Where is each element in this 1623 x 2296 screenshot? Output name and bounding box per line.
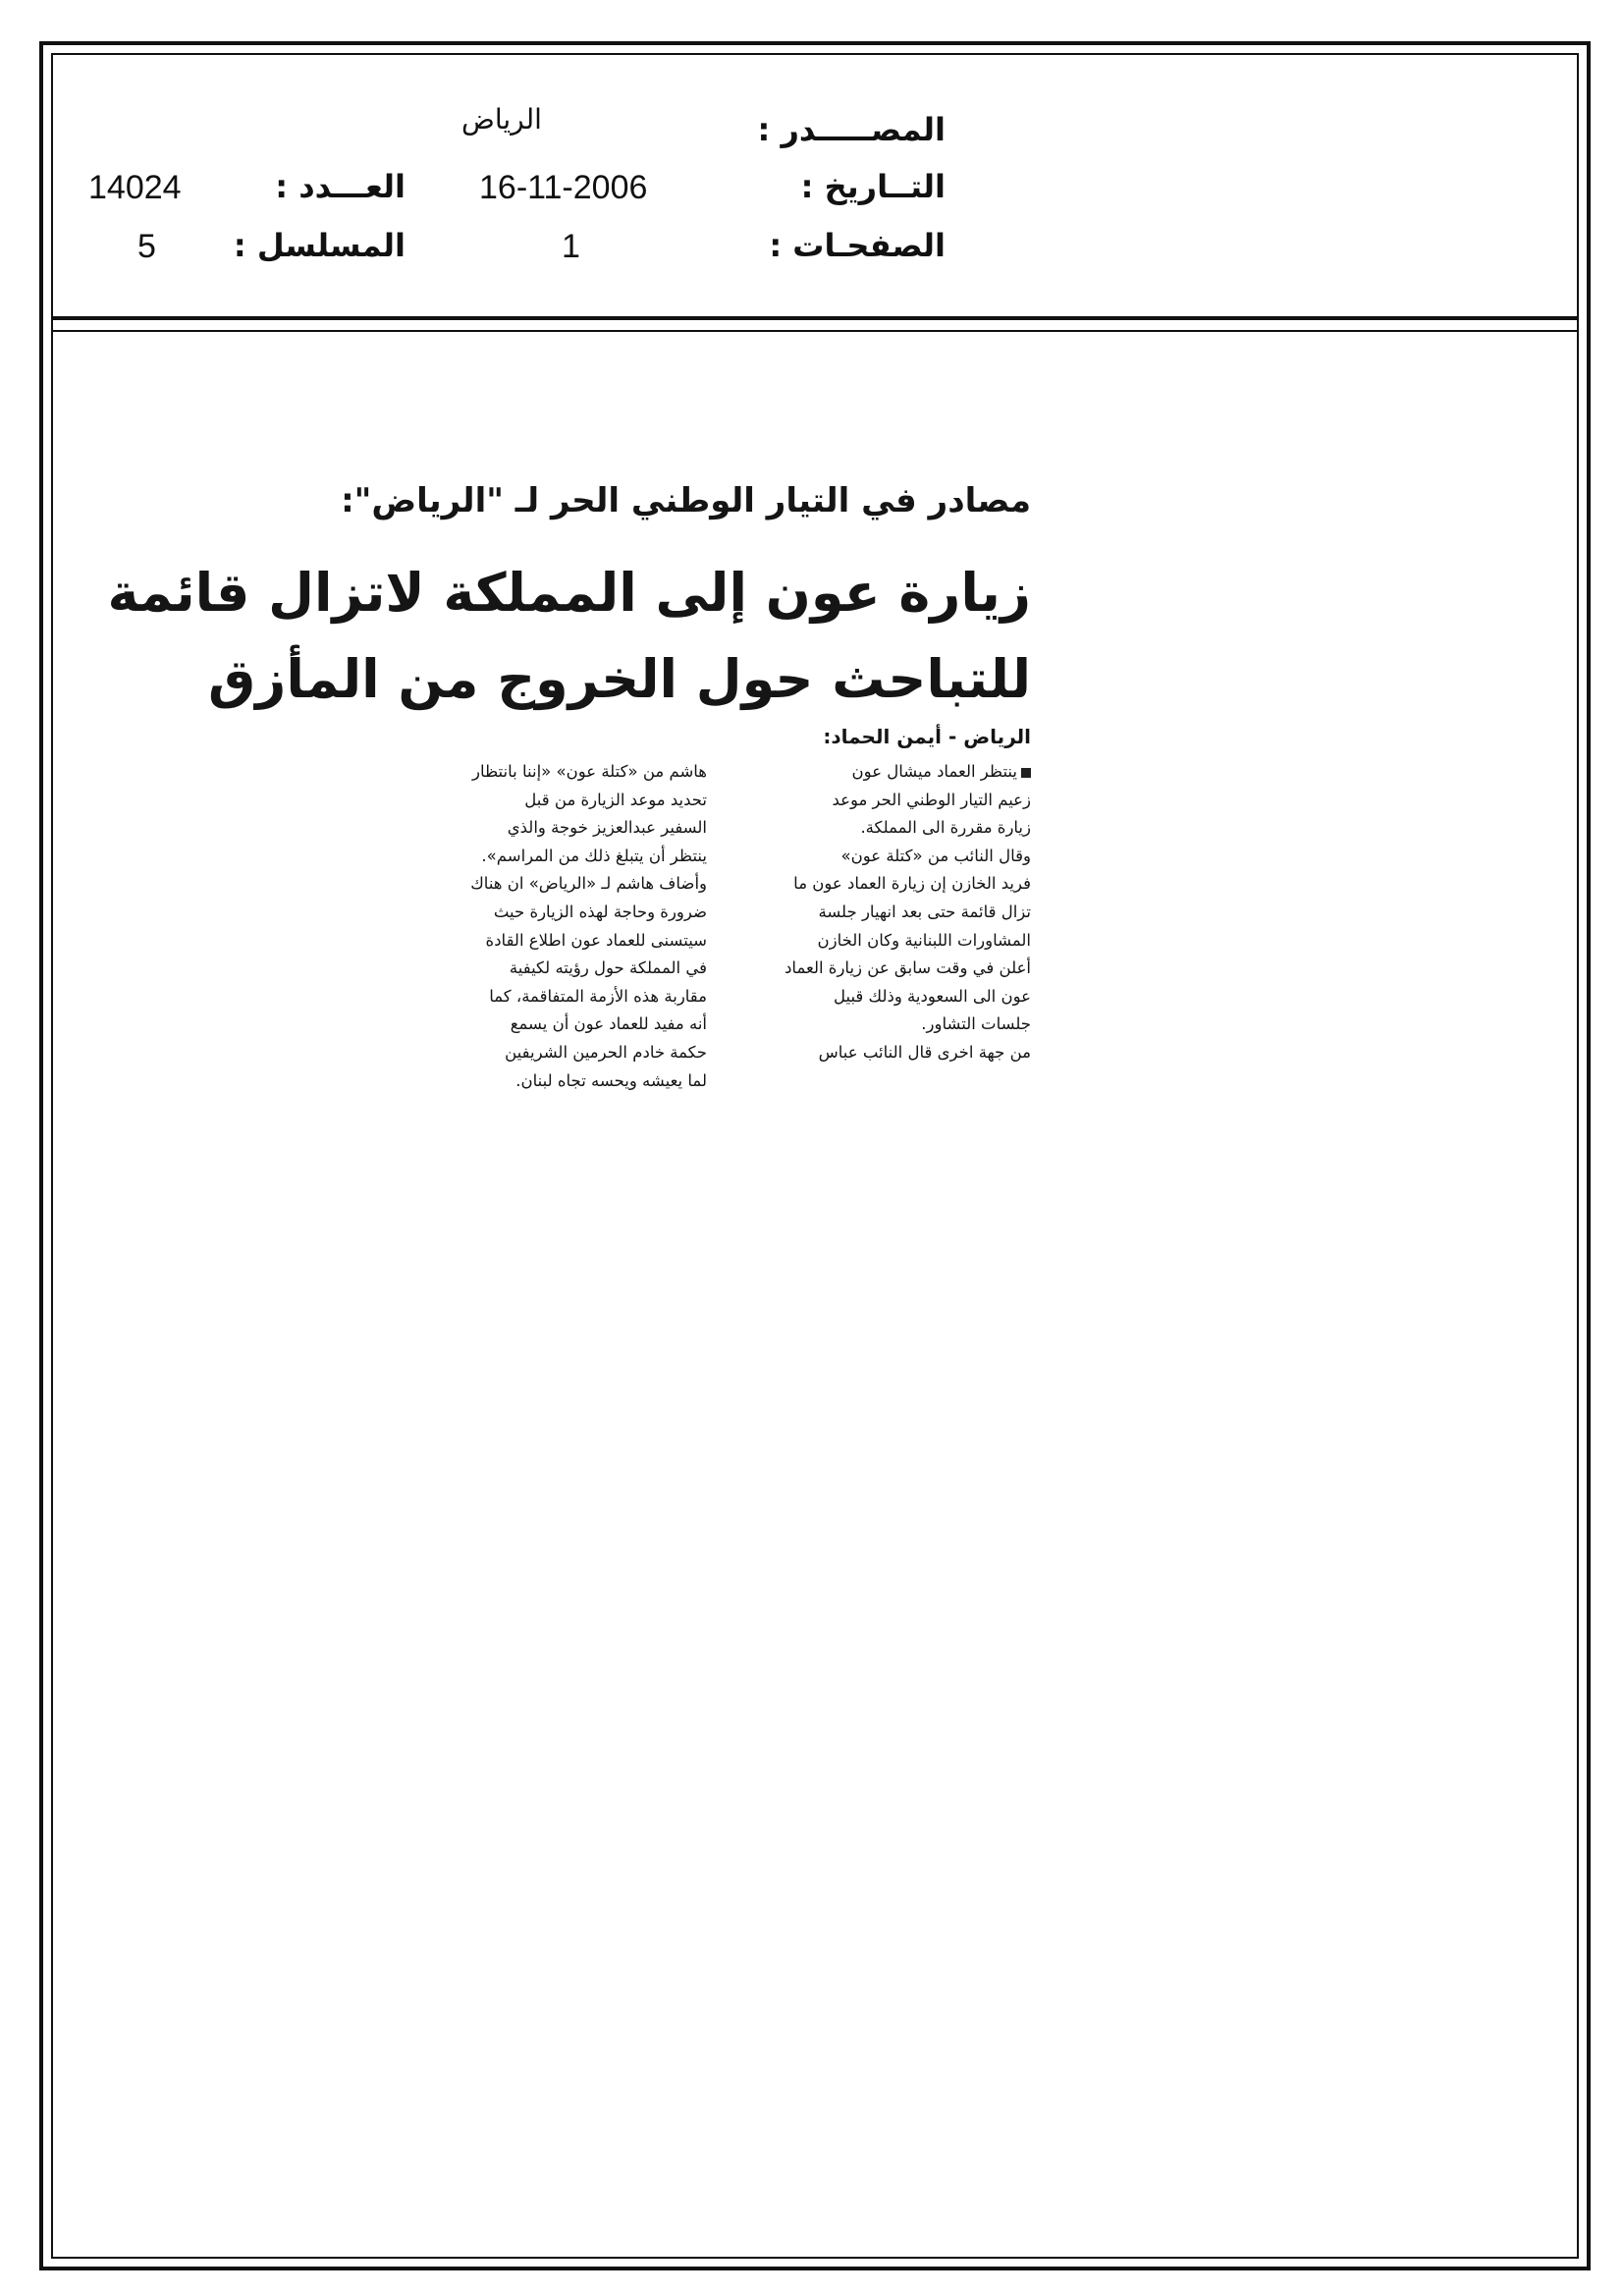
column-line: المشاورات اللبنانية وكان الخازن (817, 930, 1031, 950)
bullet-square-icon (1021, 768, 1031, 778)
news-clipping (107, 481, 1031, 1129)
serial-value: 5 (137, 228, 156, 265)
pages-value: 1 (562, 228, 580, 265)
column-line: تحديد موعد الزيارة من قبل (524, 790, 707, 809)
column-line: زيارة مقررة الى المملكة. (860, 818, 1031, 838)
column-line: عون الى السعودية وذلك قبيل (833, 986, 1031, 1006)
serial-label: المسلسل : (233, 227, 406, 264)
headline-line-1: زيارة عون إلى المملكة لاتزال قائمة (107, 562, 1031, 624)
issue-value: 14024 (88, 169, 182, 206)
column-line: تزال قائمة حتى بعد انهيار جلسة (818, 902, 1031, 921)
column-line (736, 758, 1031, 787)
column-line: حكمة خادم الحرمين الشريفين (505, 1042, 707, 1062)
source-value: الرياض (461, 103, 542, 136)
column-line: مقاربة هذه الأزمة المتفاقمة، كما (489, 986, 707, 1006)
date-label: التــاريخ : (800, 168, 946, 205)
column-line: هاشم من «كتلة عون» «إننا بانتظار (472, 762, 707, 781)
column-line: جلسات التشاور. (921, 1014, 1031, 1034)
issue-label: العـــدد : (275, 168, 406, 205)
headline-line-2: للتباحث حول الخروج من المأزق (207, 648, 1031, 710)
column-line: وأضاف هاشم لـ «الرياض» ان هناك (470, 874, 707, 894)
header-divider-thin (51, 330, 1579, 332)
inner-border (51, 53, 1579, 2259)
column-line: من جهة اخرى قال النائب عباس (818, 1042, 1031, 1062)
article-column-right (736, 758, 1031, 1067)
column-line: وقال النائب من «كتلة عون» (840, 846, 1031, 865)
date-value: 16-11-2006 (479, 169, 648, 206)
column-line-text: ينتظر العماد ميشال عون (851, 762, 1017, 781)
column-line: السفير عبدالعزيز خوجة والذي (507, 818, 707, 838)
header-divider-thick (51, 316, 1579, 320)
article-byline: الرياض - أيمن الحماد: (823, 725, 1031, 748)
column-line: ضرورة وحاجة لهذه الزيارة حيث (493, 902, 707, 921)
article-headline (107, 550, 1031, 723)
article-column-left (412, 758, 707, 1095)
column-line: أعلن في وقت سابق عن زيارة العماد (784, 958, 1031, 978)
source-label: المصـــــدر : (757, 111, 946, 148)
pages-label: الصفحـات : (769, 227, 946, 264)
column-line: سيتسنى للعماد عون اطلاع القادة (485, 930, 707, 950)
column-line: في المملكة حول رؤيته لكيفية (509, 958, 707, 978)
column-line: فريد الخازن إن زيارة العماد عون ما (793, 874, 1031, 894)
article-kicker: مصادر في التيار الوطني الحر لـ "الرياض": (341, 481, 1031, 520)
column-line: زعيم التيار الوطني الحر موعد (832, 790, 1031, 809)
column-line: ينتظر أن يتبلغ ذلك من المراسم». (481, 846, 707, 865)
column-line: لما يعيشه ويحسه تجاه لبنان. (515, 1070, 707, 1090)
column-line: أنه مفيد للعماد عون أن يسمع (510, 1014, 707, 1034)
